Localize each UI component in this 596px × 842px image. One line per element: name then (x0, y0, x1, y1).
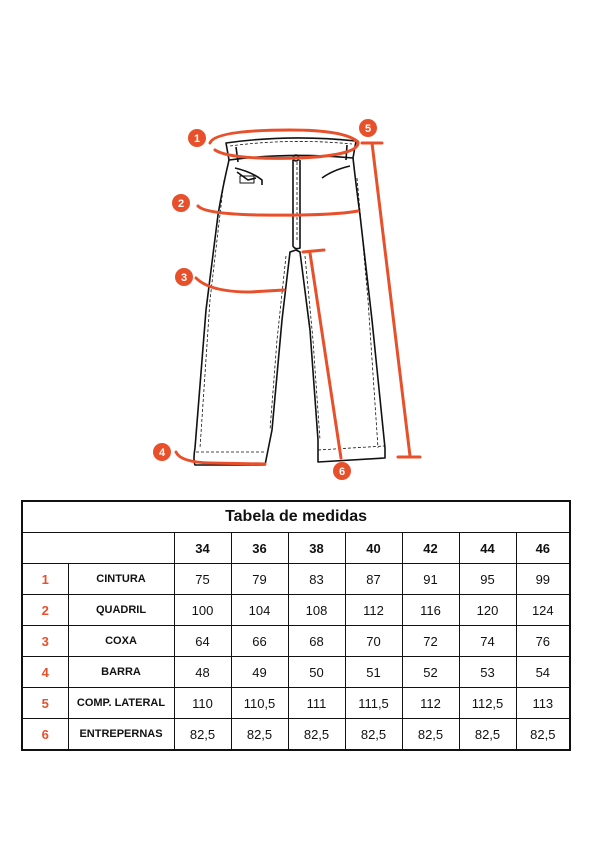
table-row (22, 657, 570, 688)
waist-measure-line (210, 130, 358, 158)
table-title: Tabela de medidas (22, 501, 570, 533)
table-cell: 74 (459, 626, 516, 657)
table-cell: 87 (345, 564, 402, 595)
table-cell: 120 (459, 595, 516, 626)
table-cell: 99 (516, 564, 570, 595)
table-cell: 111,5 (345, 688, 402, 719)
size-header: 34 (174, 533, 231, 564)
table-cell: 91 (402, 564, 459, 595)
row-label: COXA (68, 626, 174, 657)
table-cell: 82,5 (288, 719, 345, 751)
size-header: 36 (231, 533, 288, 564)
table-row (22, 626, 570, 657)
row-number: 3 (22, 626, 68, 657)
svg-text:5: 5 (364, 123, 372, 135)
table-cell: 82,5 (345, 719, 402, 751)
size-chart-table (21, 500, 571, 751)
pants-illustration (194, 138, 385, 465)
row-label: ENTREPERNAS (68, 719, 174, 751)
table-cell: 72 (402, 626, 459, 657)
table-cell: 83 (288, 564, 345, 595)
svg-text:1: 1 (193, 133, 201, 145)
table-cell: 111 (288, 688, 345, 719)
marker-5 (359, 119, 377, 137)
row-number: 5 (22, 688, 68, 719)
table-cell: 75 (174, 564, 231, 595)
table-cell: 113 (516, 688, 570, 719)
size-header: 44 (459, 533, 516, 564)
hem-measure-line (176, 452, 265, 464)
size-header-row (22, 533, 570, 564)
table-cell: 48 (174, 657, 231, 688)
table-cell: 82,5 (231, 719, 288, 751)
row-label: COMP. LATERAL (68, 688, 174, 719)
table-cell: 104 (231, 595, 288, 626)
svg-text:6: 6 (338, 466, 346, 478)
table-cell: 110,5 (231, 688, 288, 719)
table-cell: 52 (402, 657, 459, 688)
table-cell: 66 (231, 626, 288, 657)
table-cell: 110 (174, 688, 231, 719)
table-cell: 100 (174, 595, 231, 626)
table-cell: 108 (288, 595, 345, 626)
marker-3 (175, 268, 193, 286)
row-number: 2 (22, 595, 68, 626)
table-cell: 50 (288, 657, 345, 688)
row-number: 1 (22, 564, 68, 595)
measurement-lines (176, 130, 420, 464)
table-row (22, 688, 570, 719)
table-cell: 70 (345, 626, 402, 657)
table-cell: 95 (459, 564, 516, 595)
table-cell: 112,5 (459, 688, 516, 719)
inseam-line (310, 253, 341, 458)
table-row (22, 564, 570, 595)
header-blank (22, 533, 174, 564)
table-cell: 82,5 (459, 719, 516, 751)
hip-measure-line (198, 206, 358, 215)
table-cell: 82,5 (516, 719, 570, 751)
size-header: 38 (288, 533, 345, 564)
table-cell: 82,5 (402, 719, 459, 751)
marker-4 (153, 443, 171, 461)
table-cell: 116 (402, 595, 459, 626)
side-length-line (372, 143, 410, 456)
svg-text:3: 3 (180, 272, 188, 284)
table-cell: 79 (231, 564, 288, 595)
row-number: 6 (22, 719, 68, 751)
table-row (22, 595, 570, 626)
table-cell: 49 (231, 657, 288, 688)
table-cell: 112 (345, 595, 402, 626)
marker-6 (333, 462, 351, 480)
table-cell: 64 (174, 626, 231, 657)
marker-1 (188, 129, 206, 147)
table-cell: 76 (516, 626, 570, 657)
table-cell: 82,5 (174, 719, 231, 751)
table-cell: 124 (516, 595, 570, 626)
table-cell: 68 (288, 626, 345, 657)
row-label: QUADRIL (68, 595, 174, 626)
svg-text:4: 4 (158, 447, 166, 459)
size-header: 46 (516, 533, 570, 564)
size-header: 40 (345, 533, 402, 564)
row-label: CINTURA (68, 564, 174, 595)
svg-text:2: 2 (177, 198, 185, 210)
marker-2 (172, 194, 190, 212)
size-header: 42 (402, 533, 459, 564)
table-cell: 53 (459, 657, 516, 688)
row-label: BARRA (68, 657, 174, 688)
table-cell: 54 (516, 657, 570, 688)
table-cell: 51 (345, 657, 402, 688)
table-body (22, 564, 570, 751)
table-cell: 112 (402, 688, 459, 719)
row-number: 4 (22, 657, 68, 688)
table-row (22, 719, 570, 751)
